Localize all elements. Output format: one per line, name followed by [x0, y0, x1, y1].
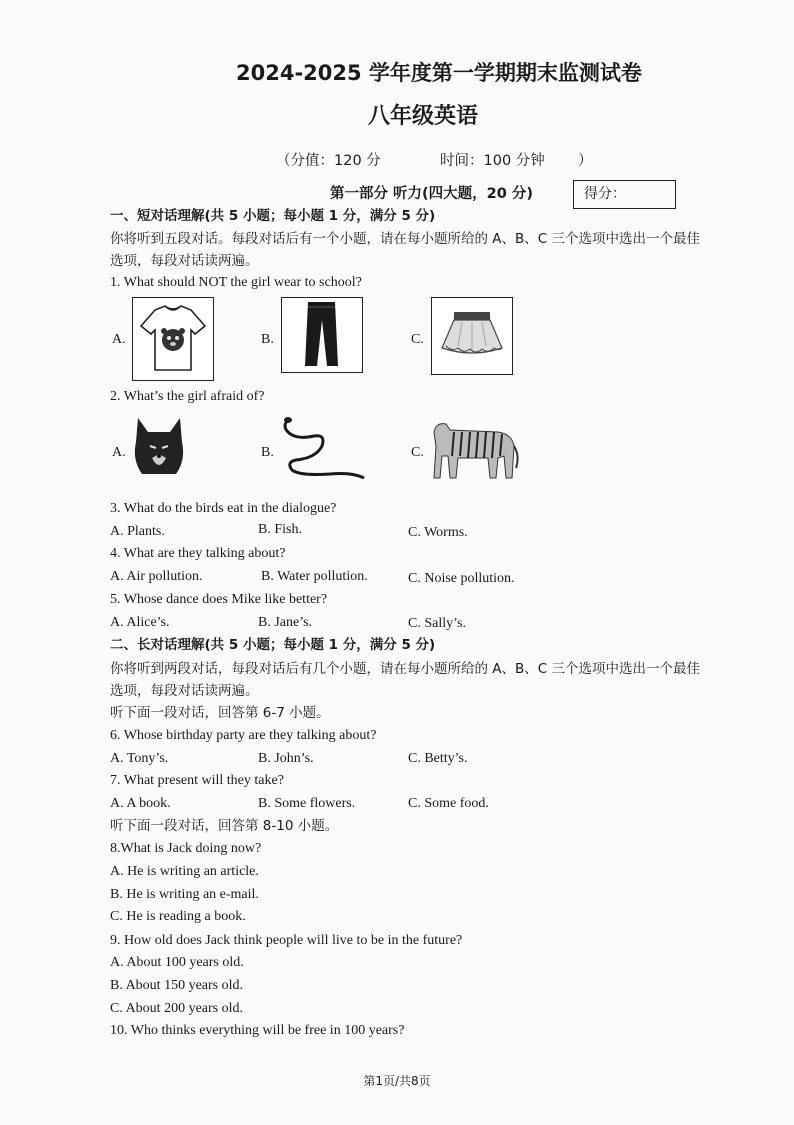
snake-image — [280, 412, 372, 482]
snake-icon — [280, 412, 372, 482]
q7-option-c: C. Some food. — [408, 796, 489, 811]
tiger-icon — [428, 416, 520, 482]
q9-question: 9. How old does Jack think people will live to be in the future? — [110, 933, 463, 948]
q2-question: 2. What’s the girl afraid of? — [110, 389, 265, 404]
section1-instruction-2: 选项，每段对话读两遍。 — [110, 253, 259, 269]
section2-instruction-2: 选项，每段对话读两遍。 — [110, 683, 259, 699]
q8-option-c: C. He is reading a book. — [110, 909, 246, 924]
q9-option-c: C. About 200 years old. — [110, 1001, 243, 1016]
q5-option-b: B. Jane’s. — [258, 615, 313, 630]
q9-option-a: A. About 100 years old. — [110, 955, 244, 970]
q4-option-c: C. Noise pollution. — [408, 571, 515, 586]
trousers-icon — [282, 298, 361, 371]
section2-heading: 二、长对话理解(共 5 小题；每小题 1 分，满分 5 分) — [110, 637, 436, 653]
part1-heading: 第一部分 听力(四大题，20 分) — [330, 186, 534, 202]
q7-question: 7. What present will they take? — [110, 773, 284, 788]
q6-option-a: A. Tony’s. — [110, 751, 169, 766]
q3-option-c: C. Worms. — [408, 525, 468, 540]
q5-question: 5. Whose dance does Mike like better? — [110, 592, 328, 607]
q8-option-b: B. He is writing an e-mail. — [110, 887, 259, 902]
exam-title: 2024-2025 学年度第一学期期末监测试卷 — [236, 61, 642, 85]
tiger-image — [428, 416, 520, 482]
wolf-image — [128, 412, 190, 482]
section2-lead-6-7: 听下面一段对话，回答第 6-7 小题。 — [110, 705, 330, 721]
q8-question: 8.What is Jack doing now? — [110, 841, 262, 856]
section1-instruction-1: 你将听到五段对话。每段对话后有一个小题，请在每小题所给的 A、B、C 三个选项中选出一个最佳 — [110, 231, 701, 247]
time-info-close: ） — [578, 153, 593, 169]
tshirt-icon — [133, 298, 212, 379]
q7-option-a: A. A book. — [110, 796, 171, 811]
tshirt-image — [132, 297, 214, 381]
q5-option-c: C. Sally’s. — [408, 616, 466, 631]
skirt-image — [431, 297, 513, 375]
exam-subtitle: 八年级英语 — [368, 104, 479, 129]
page-number: 第1页/共8页 — [363, 1074, 431, 1088]
q2-option-a-label: A. — [112, 445, 126, 460]
score-info: （分值：120 分 — [276, 153, 381, 169]
q4-question: 4. What are they talking about? — [110, 546, 286, 561]
q5-option-a: A. Alice’s. — [110, 615, 170, 630]
q7-option-b: B. Some flowers. — [258, 796, 356, 811]
time-info: 时间：100 分钟 — [440, 153, 545, 169]
q1-option-a-label: A. — [112, 332, 126, 347]
q8-option-a: A. He is writing an article. — [110, 864, 259, 879]
q6-option-b: B. John’s. — [258, 751, 314, 766]
q3-option-b: B. Fish. — [258, 522, 302, 537]
q3-option-a: A. Plants. — [110, 524, 165, 539]
wolf-icon — [128, 412, 190, 482]
score-label: 得分： — [584, 186, 626, 202]
q1-option-c-label: C. — [411, 332, 424, 347]
section2-lead-8-10: 听下面一段对话，回答第 8-10 小题。 — [110, 818, 339, 834]
section2-instruction-1: 你将听到两段对话，每段对话后有几个小题，请在每小题所给的 A、B、C 三个选项中选出一个最佳 — [110, 661, 701, 677]
skirt-icon — [432, 298, 511, 373]
score-box — [573, 180, 676, 209]
q2-option-b-label: B. — [261, 445, 274, 460]
q6-option-c: C. Betty’s. — [408, 751, 468, 766]
q4-option-b: B. Water pollution. — [261, 569, 368, 584]
q4-option-a: A. Air pollution. — [110, 569, 203, 584]
q3-question: 3. What do the birds eat in the dialogue? — [110, 501, 337, 516]
trousers-image — [281, 297, 363, 373]
q2-option-c-label: C. — [411, 445, 424, 460]
q6-question: 6. Whose birthday party are they talking about? — [110, 728, 377, 743]
q1-option-b-label: B. — [261, 332, 274, 347]
q10-question: 10. Who thinks everything will be free in 100 years? — [110, 1023, 405, 1038]
q1-question: 1. What should NOT the girl wear to school? — [110, 275, 362, 290]
section1-heading: 一、短对话理解(共 5 小题；每小题 1 分，满分 5 分) — [110, 208, 436, 224]
q9-option-b: B. About 150 years old. — [110, 978, 243, 993]
